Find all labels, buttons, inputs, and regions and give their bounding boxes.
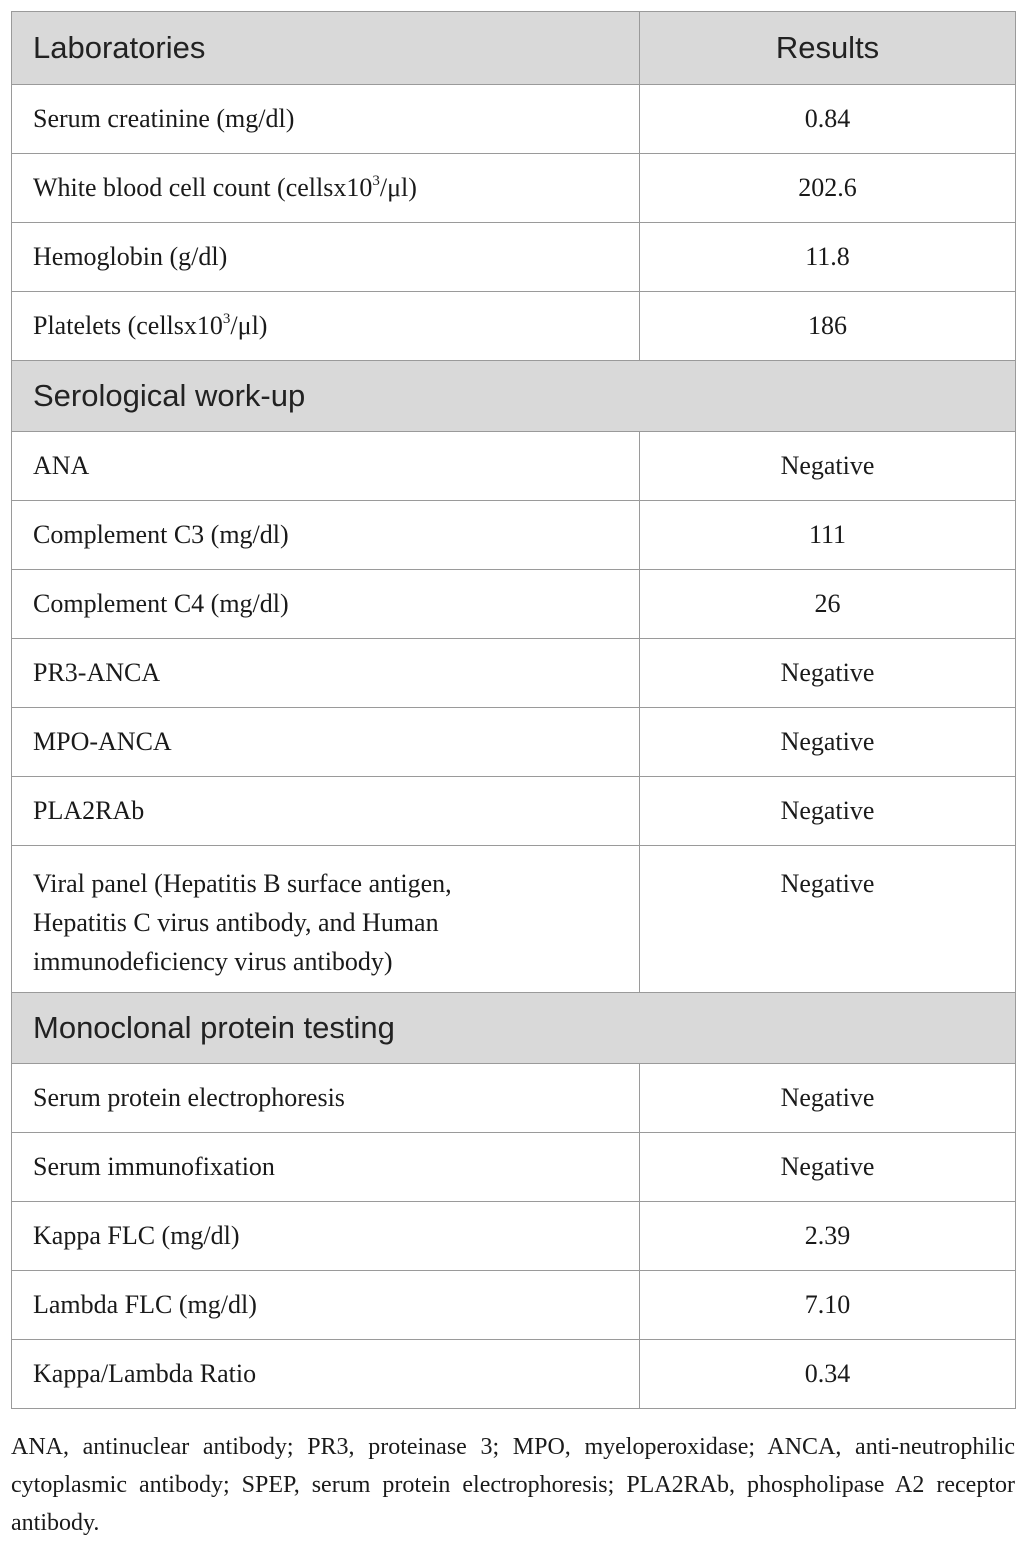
label-text: White blood cell count (cellsx10	[33, 173, 373, 202]
row-label: ANA	[12, 432, 640, 501]
table-row	[12, 1271, 1016, 1340]
section-header-row	[12, 361, 1016, 432]
row-label: Serum immunofixation	[12, 1133, 640, 1202]
section-title-monoclonal: Monoclonal protein testing	[12, 993, 1016, 1064]
table-header-row	[12, 12, 1016, 85]
row-label	[12, 846, 640, 993]
table-row	[12, 1202, 1016, 1271]
row-value: 7.10	[640, 1271, 1016, 1340]
row-label: Kappa/Lambda Ratio	[12, 1340, 640, 1409]
row-value: 11.8	[640, 223, 1016, 292]
label-text: Platelets (cellsx10	[33, 311, 223, 340]
table-footnote: ANA, antinuclear antibody; PR3, proteinase 3; MPO, myeloperoxidase; ANCA, anti-neutrophilic cytoplasmic antibody; SPEP, serum protein electrophoresis; PLA2RAb, phospholipase A2 receptor antibody.	[11, 1434, 1015, 1536]
table-row	[12, 777, 1016, 846]
table-row-viral-panel	[12, 846, 1016, 993]
row-label: Lambda FLC (mg/dl)	[12, 1271, 640, 1340]
row-value: 111	[640, 501, 1016, 570]
row-value: 2.39	[640, 1202, 1016, 1271]
section-title-serological: Serological work-up	[12, 361, 1016, 432]
row-value: 0.34	[640, 1340, 1016, 1409]
row-value: 0.84	[640, 85, 1016, 154]
label-line: Viral panel (Hepatitis B surface antigen,	[33, 869, 452, 898]
row-label	[12, 292, 640, 361]
label-text: Hemoglobin (g/dl)	[33, 242, 228, 271]
table-row	[12, 1340, 1016, 1409]
row-label: PR3-ANCA	[12, 639, 640, 708]
table-row	[12, 570, 1016, 639]
table-row	[12, 223, 1016, 292]
table-row	[12, 1133, 1016, 1202]
table-row	[12, 639, 1016, 708]
row-label	[12, 154, 640, 223]
row-value: Negative	[640, 639, 1016, 708]
superscript: 3	[372, 173, 380, 189]
row-value: Negative	[640, 1133, 1016, 1202]
row-label	[12, 85, 640, 154]
row-value: Negative	[640, 1064, 1016, 1133]
row-label: Kappa FLC (mg/dl)	[12, 1202, 640, 1271]
row-value: 202.6	[640, 154, 1016, 223]
row-label: MPO-ANCA	[12, 708, 640, 777]
label-line: Hepatitis C virus antibody, and Human	[33, 908, 439, 937]
row-label: Serum protein electrophoresis	[12, 1064, 640, 1133]
table-row	[12, 1064, 1016, 1133]
row-label	[12, 223, 640, 292]
section-header-row	[12, 993, 1016, 1064]
table-row	[12, 708, 1016, 777]
row-label: PLA2RAb	[12, 777, 640, 846]
table-row	[12, 501, 1016, 570]
table-row	[12, 85, 1016, 154]
row-value: Negative	[640, 432, 1016, 501]
lab-results-table	[11, 11, 1016, 1409]
row-value: Negative	[640, 846, 1016, 993]
table-row	[12, 154, 1016, 223]
lab-results-table-container	[11, 11, 1015, 1409]
header-laboratories: Laboratories	[12, 12, 640, 85]
header-results: Results	[640, 12, 1016, 85]
row-value: 26	[640, 570, 1016, 639]
row-label: Complement C3 (mg/dl)	[12, 501, 640, 570]
row-label: Complement C4 (mg/dl)	[12, 570, 640, 639]
row-value: 186	[640, 292, 1016, 361]
row-value: Negative	[640, 708, 1016, 777]
superscript: 3	[222, 311, 231, 327]
table-row	[12, 292, 1016, 361]
label-text: Serum creatinine (mg/dl)	[33, 104, 295, 133]
table-row	[12, 432, 1016, 501]
row-value: Negative	[640, 777, 1016, 846]
label-text-suffix: /μl)	[379, 173, 417, 202]
label-text-suffix: /μl)	[230, 311, 268, 340]
label-line: immunodeficiency virus antibody)	[33, 947, 393, 976]
